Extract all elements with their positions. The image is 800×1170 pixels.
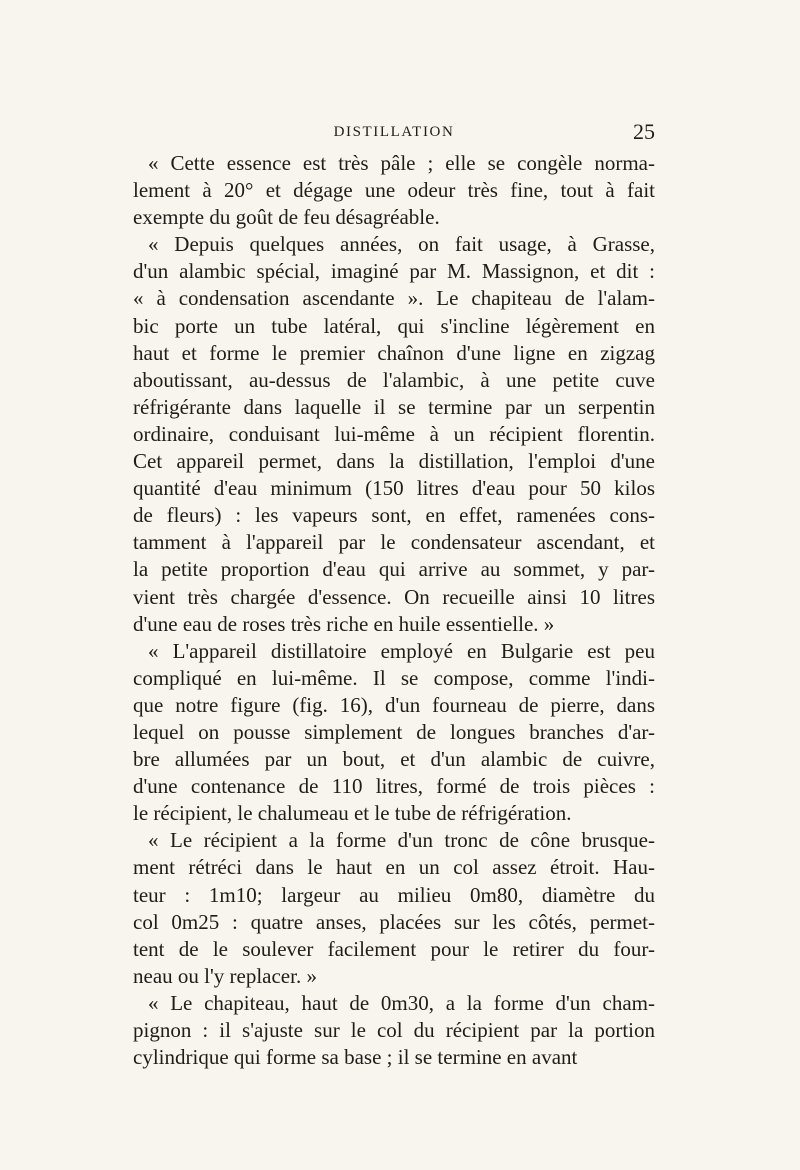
text-line: quantité d'eau minimum (150 litres d'eau pour 50 kilos xyxy=(133,476,655,501)
paragraph xyxy=(133,827,655,990)
text-line: haut et forme le premier chaînon d'une ligne en zigzag xyxy=(133,340,655,365)
text-line: col 0m25 : quatre anses, placées sur les côtés, permet- xyxy=(133,909,655,934)
text-line: tent de le soulever facilement pour le retirer du four- xyxy=(133,936,655,961)
text-line: cylindrique qui forme sa base ; il se termine en avant xyxy=(133,1045,578,1070)
paragraph xyxy=(133,990,655,1071)
text-line: « L'appareil distillatoire employé en Bulgarie est peu xyxy=(148,638,655,663)
text-line: « Le récipient a la forme d'un tronc de cône brusque- xyxy=(148,828,655,853)
text-line: le récipient, le chalumeau et le tube de réfrigération. xyxy=(133,801,572,826)
text-line: pignon : il s'ajuste sur le col du récipient par la portion xyxy=(133,1018,655,1042)
text-line: bic porte un tube latéral, qui s'incline légèrement en xyxy=(133,313,655,338)
text-line: lement à 20° et dégage une odeur très fine, tout à fait xyxy=(133,178,655,203)
text-line: teur : 1m10; largeur au milieu 0m80, diamètre du xyxy=(133,882,655,907)
page-number: 25 xyxy=(633,119,655,144)
running-title: DISTILLATION xyxy=(333,124,455,140)
text-line: « Cette essence est très pâle ; elle se congèle norma- xyxy=(148,151,655,175)
text-line: aboutissant, au-dessus de l'alambic, à une petite cuve xyxy=(133,367,655,392)
text-line: « Le chapiteau, haut de 0m30, a la forme d'un cham- xyxy=(148,990,655,1015)
text-line: « à condensation ascendante ». Le chapiteau de l'alam- xyxy=(133,286,655,311)
body-text xyxy=(133,150,655,1071)
text-line: réfrigérante dans laquelle il se termine par un serpentin xyxy=(133,394,655,419)
text-line: de fleurs) : les vapeurs sont, en effet, ramenées cons- xyxy=(133,503,655,528)
text-line: exempte du goût de feu désagréable. xyxy=(133,205,440,230)
text-line: d'une eau de roses très riche en huile essentielle. » xyxy=(133,611,555,636)
paragraph xyxy=(133,231,655,637)
text-line: que notre figure (fig. 16), d'un fourneau de pierre, dans xyxy=(133,692,655,717)
text-line: Cet appareil permet, dans la distillation, l'emploi d'une xyxy=(133,449,655,474)
text-line: d'un alambic spécial, imaginé par M. Massignon, et dit : xyxy=(133,259,655,284)
text-line: vient très chargée d'essence. On recueille ainsi 10 litres xyxy=(133,584,655,609)
text-line: d'une contenance de 110 litres, formé de trois pièces : xyxy=(133,774,655,799)
running-head xyxy=(133,118,655,146)
text-line: « Depuis quelques années, on fait usage, à Grasse, xyxy=(148,232,655,257)
text-line: bre allumées par un bout, et d'un alambic de cuivre, xyxy=(133,747,655,772)
text-line: ordinaire, conduisant lui-même à un récipient florentin. xyxy=(133,421,655,446)
text-line: la petite proportion d'eau qui arrive au sommet, y par- xyxy=(133,557,655,582)
text-line: ment rétréci dans le haut en un col assez étroit. Hau- xyxy=(133,855,655,880)
text-line: tamment à l'appareil par le condensateur ascendant, et xyxy=(133,530,655,555)
text-line: neau ou l'y replacer. » xyxy=(133,963,317,988)
text-line: compliqué en lui-même. Il se compose, comme l'indi- xyxy=(133,665,655,690)
paragraph xyxy=(133,150,655,231)
paragraph xyxy=(133,638,655,828)
text-line: lequel on pousse simplement de longues branches d'ar- xyxy=(133,719,655,744)
